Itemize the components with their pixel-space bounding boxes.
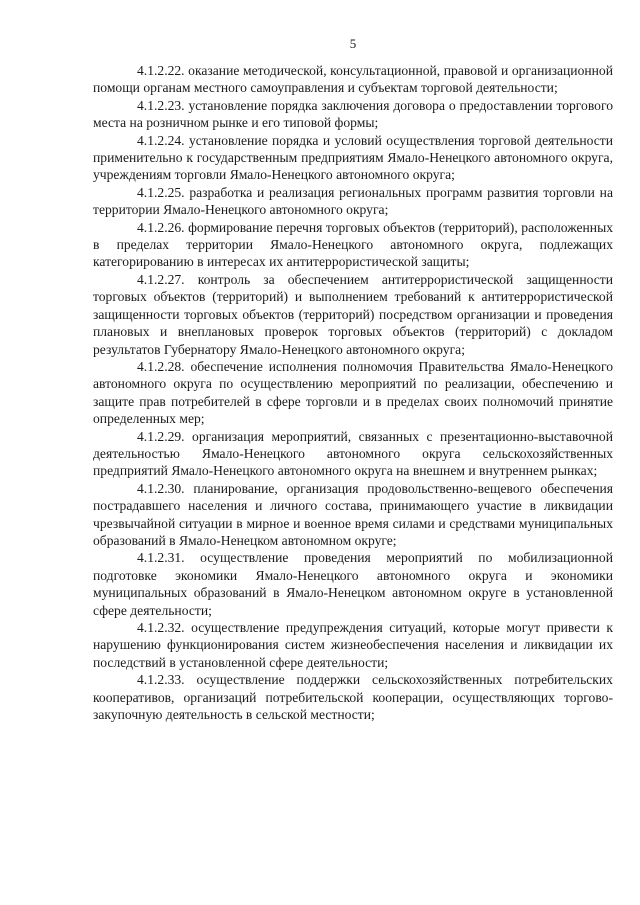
clause-text: оказание методической, консультационной, правовой и организационной помощи органам местного самоуправления и субъектам торговой деятельности; xyxy=(93,63,613,96)
clause-text: осуществление предупреждения ситуаций, которые могут привести к нарушению функционирования систем жизнеобеспечения населения и ликвидации их последствий в установленной сфере деятельности; xyxy=(93,620,613,670)
page-number: 5 xyxy=(349,36,357,51)
clause-item xyxy=(93,271,613,358)
clause-item xyxy=(93,132,613,184)
clause-number: 4.1.2.30. xyxy=(137,480,185,496)
clause-list xyxy=(93,62,613,723)
clause-number: 4.1.2.32. xyxy=(137,620,185,635)
clause-item xyxy=(93,428,613,480)
clause-number: 4.1.2.29. xyxy=(137,428,185,444)
clause-text: формирование перечня торговых объектов (территорий), расположенных в пределах территории Ямало-Ненецкого автономного округа, подлежащих категорированию в интересах их антитеррористической защиты; xyxy=(93,219,613,270)
clause-item xyxy=(93,671,613,723)
clause-text: установление порядка и условий осуществления торговой деятельности применительно к государственным предприятиям Ямало-Ненецкого автономного округа, учреждениям торговли Ямало-Ненецкого автономного округа; xyxy=(93,132,613,183)
clause-text: контроль за обеспечением антитеррористической защищенности торговых объектов (территорий) и выполнением требований к антитеррористической защищенности торговых объектов (территорий) посредством организации и проведения плановых и внеплановых проверок торговых объектов (территорий) с докладом результатов Губернатору Ямало-Ненецкого автономного округа; xyxy=(93,271,613,357)
clause-number: 4.1.2.27. xyxy=(137,271,185,287)
clause-item xyxy=(93,97,613,132)
clause-number: 4.1.2.22. xyxy=(137,63,185,78)
clause-text: разработка и реализация региональных программ развития торговли на территории Ямало-Ненецкого автономного округа; xyxy=(93,184,613,218)
clause-text: установление порядка заключения договора о предоставлении торгового места на розничном рынке и его типовой формы; xyxy=(93,97,613,131)
clause-number: 4.1.2.24. xyxy=(137,132,185,148)
clause-number: 4.1.2.28. xyxy=(137,358,185,374)
clause-number: 4.1.2.23. xyxy=(137,97,185,113)
clause-text: планирование, организация продовольственно-вещевого обеспечения пострадавшего населения и личного состава, принимающего участие в ликвидации чрезвычайной ситуации в мирное и военное время силами и средствами муниципальных образований в Ямало-Ненецком автономном округе; xyxy=(93,480,614,548)
clause-number: 4.1.2.31. xyxy=(137,550,185,566)
clause-number: 4.1.2.26. xyxy=(137,219,185,235)
clause-item xyxy=(93,62,613,97)
clause-text: организация мероприятий, связанных с презентационно-выставочной деятельностью Ямало-Ненецкого автономного округа сельскохозяйственных предприятий Ямало-Ненецкого автономного округа на внешнем и внутреннем рынках; xyxy=(93,428,613,479)
clause-item xyxy=(93,358,613,428)
clause-text: обеспечение исполнения полномочия Правительства Ямало-Ненецкого автономного округа по осуществлению мероприятий по реализации, обеспечению и защите прав потребителей в сфере торговли и в пределах своих полномочий принятие определенных мер; xyxy=(93,358,613,427)
clause-item xyxy=(93,184,613,219)
clause-item xyxy=(93,219,613,271)
clause-number: 4.1.2.33. xyxy=(137,672,185,688)
clause-item xyxy=(93,549,613,619)
clause-text: осуществление проведения мероприятий по мобилизационной подготовке экономики Ямало-Ненецкого автономного округа и экономики муниципальных образований в Ямало-Ненецком автономном округе в установленной сфере деятельности; xyxy=(93,550,613,618)
clause-number: 4.1.2.25. xyxy=(137,184,185,200)
clause-text: осуществление поддержки сельскохозяйственных потребительских кооперативов, организаций потребительской кооперации, осуществляющих торгово-закупочную деятельность в сельской местности; xyxy=(93,672,613,723)
clause-item xyxy=(93,619,613,671)
clause-item xyxy=(93,480,613,550)
